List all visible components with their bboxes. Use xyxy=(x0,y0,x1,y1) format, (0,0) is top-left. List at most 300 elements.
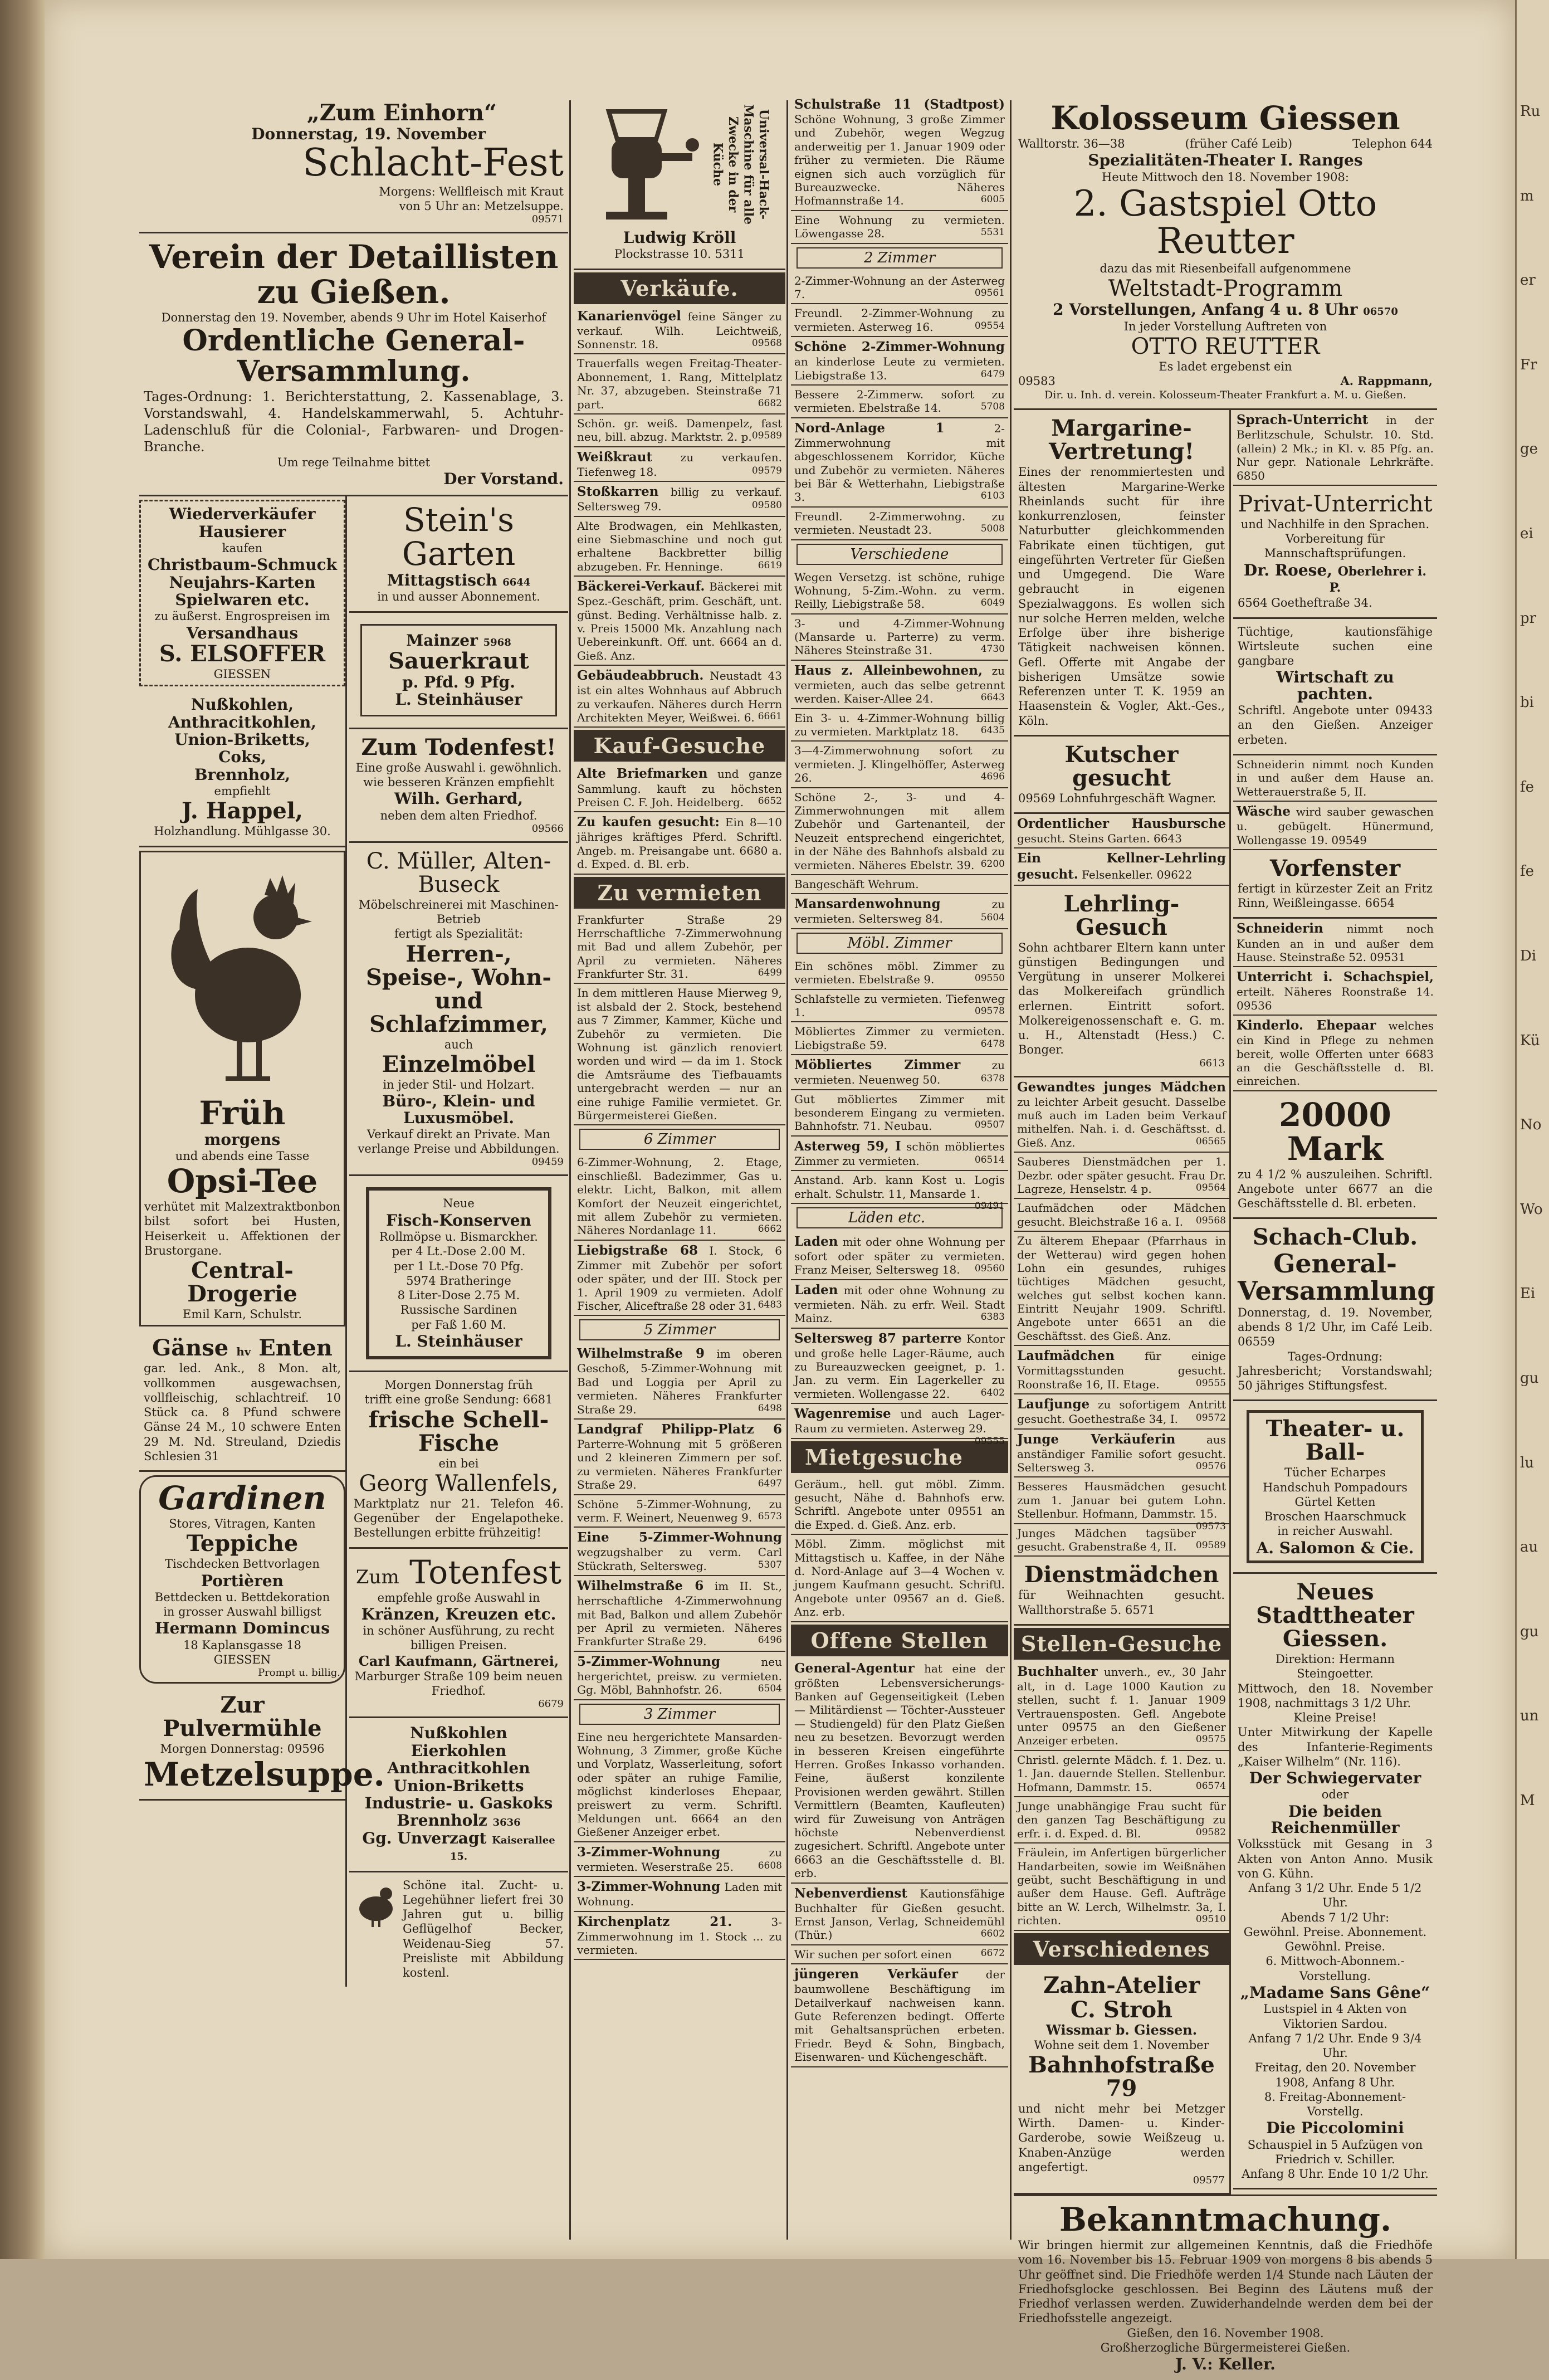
classified-item xyxy=(1014,1477,1229,1532)
ad-lehrling xyxy=(1014,886,1229,1077)
ad-text: Direktion: Hermann Steingoetter. xyxy=(1275,1652,1395,1681)
column-2 xyxy=(574,95,785,2251)
ad-city: GIESSEN xyxy=(213,1653,271,1667)
classified-keyword: Haus z. Alleinbewohnen, xyxy=(794,662,983,678)
classified-item xyxy=(791,1280,1008,1329)
classified-code: 6049 xyxy=(980,597,1005,609)
ad-code: 6644 xyxy=(502,576,531,588)
classified-text: Bangeschäft Wehrum. xyxy=(794,877,919,891)
ad-text: Tücher Echarpes xyxy=(1284,1466,1386,1480)
ad-text: auch xyxy=(444,1037,473,1051)
ad-title: Gänse xyxy=(152,1335,229,1362)
classified-code: 09560 xyxy=(974,1263,1005,1275)
ad-headline: frische Schell-Fische xyxy=(368,1406,549,1456)
ad-text: Schauspiel in 5 Aufzügen von Friedrich v. Schiller. xyxy=(1247,2138,1423,2166)
ad-text: oder xyxy=(1321,1788,1349,1802)
classified-text: und auch Lager-Raum zu vermieten. Asterweg 29. xyxy=(794,1407,1005,1436)
ad-body: Sohn achtbarer Eltern kann unter günstigen Bedingungen und Vergütung in unserer Molkerei das Molkereifach gründlich erlernen. Eintritt sofort. Molkereigenossenschaft e. G. m. u. H., Altenstadt (Hess.) C. Bonger. xyxy=(1018,940,1225,1057)
ad-text: Zum xyxy=(355,1565,399,1588)
classified-item xyxy=(574,764,785,812)
ad-text: Universal-Hack-Maschine für alle Zwecke in der Küche xyxy=(710,104,771,225)
classified-text: 2-Zimmerwohnung mit abgeschlossenem Korridor, Küche und Zubehör zu vermieten. Näheres bei Bär & Wetterhahn, Liebigstraße 3. xyxy=(794,421,1005,504)
ad-body: Tages-Ordnung: 1. Berichterstattung, 2. Kassenablage, 3. Vorstandswahl, 4. Handelskammerwahl, 5. Achtuhr-Ladenschluß für die Colonial-, Farbwaren- und Drogen-Branche. xyxy=(144,388,564,455)
next-page-edge xyxy=(1515,0,1549,2259)
classified-text: zu vermieten, auch das selbe getrennt werden. Kaiser-Allee 24. xyxy=(794,664,1005,706)
classified-code: 09554 xyxy=(974,320,1005,331)
classified-keyword: Sprach-Unterricht xyxy=(1237,412,1369,428)
classified-code: 09589 xyxy=(751,430,782,442)
classified-text: für einige Vormittagsstunden gesucht. Roonstraße 16, II. Etage. xyxy=(1017,1349,1226,1391)
ad-text: Schriftl. Angebote unter 09433 an den Gießen. Anzeiger erbeten. xyxy=(1238,704,1433,747)
classified-keyword: Alte Briefmarken xyxy=(577,766,708,782)
classified-keyword: Schöne 2-Zimmer-Wohnung xyxy=(794,339,1005,355)
ad-fisch-konserven xyxy=(349,1176,568,1372)
classified-item xyxy=(1233,1016,1437,1091)
classified-item xyxy=(574,306,785,355)
ad-code: 06570 xyxy=(1363,306,1398,318)
classified-text: Junges Mädchen tagsüber gesucht. Grabenstraße 4, II. xyxy=(1017,1526,1196,1553)
classified-keyword: Wäsche xyxy=(1237,804,1291,820)
ad-sauerkraut xyxy=(349,613,568,729)
classified-text: hat eine der größten Lebensversicherungs-Banken auf Gegenseitigkeit (Leben — Militärdienst — Töchter-Aussteuer — Studiengeld) für den Platz Gießen neu zu besetzen. Bevorzugt werden in besseren Kreisen eingeführte Herren. Großes Inkasso vorhanden. Feine, äußerst konzilente Provisionen werden gewährt. Stillen Vermittlern (Beamten, Kaufleuten) wird für Zuweisung von Anträgen höchste Nebenverdienst zugesichert. Schriftl. Angebote unter 6663 an die Geschäftsstelle d. Bl. erb. xyxy=(794,1661,1005,1880)
ad-code: 6681 xyxy=(522,1393,553,1407)
classified-item xyxy=(791,1090,1008,1137)
ad-text: Tages-Ordnung: xyxy=(1287,1349,1383,1363)
classified-text: Wegen Versetzg. ist schöne, ruhige Wohnung, 5-Zim.-Wohn. zu verm. Reilly, Liebigstraße 58. xyxy=(794,570,1005,611)
next-page-fragment: lu xyxy=(1520,1454,1535,1471)
ad-text: Kleine Preise! xyxy=(1293,1711,1377,1724)
classified-keyword: Wilhelmstraße 9 xyxy=(577,1346,705,1362)
classified-code: 6661 xyxy=(758,711,782,723)
classified-item xyxy=(791,1404,1008,1447)
classified-code: 6619 xyxy=(758,559,782,571)
ad-code: 09577 xyxy=(1193,2174,1225,2187)
classified-item xyxy=(574,812,785,874)
classified-item xyxy=(791,1535,1008,1622)
ad-theater-ball xyxy=(1233,1401,1437,1574)
classified-keyword: Gewandtes junges Mädchen xyxy=(1017,1079,1226,1095)
classified-text: an kinderlose Leute zu vermieten. Liebigstraße 13. xyxy=(794,355,1005,382)
next-page-fragment: Ru xyxy=(1520,103,1541,120)
ad-text: Tüchtige, kautionsfähige Wirtsleute suchen eine gangbare xyxy=(1238,625,1433,668)
classified-item xyxy=(574,1842,785,1877)
ad-price: 8 Liter-Dose 2.75 M. xyxy=(397,1289,520,1303)
ad-name: S. ELSOFFER xyxy=(159,640,326,667)
subsection-box: Möbl. Zimmer xyxy=(797,933,1003,954)
ad-text: Oberlehrer i. P. xyxy=(1329,564,1427,596)
ad-headline: Sauerkraut xyxy=(388,647,529,674)
classified-item xyxy=(791,272,1008,305)
subsection-box: 5 Zimmer xyxy=(579,1319,780,1340)
ad-code: 09596 xyxy=(287,1742,325,1756)
ad-code: 5311 xyxy=(715,247,745,261)
classified-list xyxy=(791,272,1008,540)
classified-item xyxy=(1233,802,1437,850)
classified-code: 09573 xyxy=(1195,1520,1226,1532)
ad-headline: Der Schwiegervater xyxy=(1249,1769,1421,1787)
column-1 xyxy=(139,95,568,2251)
ad-headline: Schlacht-Fest xyxy=(302,141,564,186)
ad-text: Eierkohlen xyxy=(411,1741,507,1760)
ad-text: Nußkohlen xyxy=(410,1724,507,1743)
classified-item xyxy=(791,304,1008,337)
classified-item xyxy=(574,1495,785,1528)
ad-subtitle: Stores, Vitragen, Kanten xyxy=(169,1517,316,1530)
ad-20000-mark xyxy=(1233,1091,1437,1220)
classified-item xyxy=(1014,1662,1229,1751)
ad-text: Lustspiel in 4 Akten von Viktorien Sardou. xyxy=(1263,2002,1407,2031)
ad-text: Anfang 3 1/2 Uhr. Ende 5 1/2 Uhr. xyxy=(1248,1881,1422,1910)
classified-list xyxy=(791,1659,1008,2067)
classified-keyword: General-Agentur xyxy=(794,1660,915,1676)
classified-text: Ein 8—10 jähriges kräftiges Pferd. Schriftl. Angeb. m. Preisangabe unt. 6680 a. d. Exped. d. Bl. erb. xyxy=(577,816,782,871)
ad-text: ein bei xyxy=(438,1456,479,1470)
classified-keyword: Gebäudeabbruch. xyxy=(577,668,704,684)
classified-item xyxy=(791,742,1008,788)
ad-address: Holzhandlung. Mühlgasse 30. xyxy=(154,825,331,838)
ad-city: GIESSEN xyxy=(213,667,271,681)
section-header-stellengesuche: Stellen-Gesuche xyxy=(1014,1628,1229,1660)
classified-text: Alte Brodwagen, ein Mehlkasten, eine Siebmaschine und noch gut erhaltene Backbretter billig abzugeben. Fr. Henninge. xyxy=(577,519,782,573)
classified-item xyxy=(1233,755,1437,802)
classified-code: 6643 xyxy=(980,692,1005,704)
classified-keyword: Landgraf Philipp-Platz 6 xyxy=(577,1421,782,1437)
classified-code: 6496 xyxy=(758,1635,782,1646)
column-3 xyxy=(791,95,1008,2251)
classified-keyword: Schneiderin xyxy=(1237,921,1323,937)
ad-headline: Die beiden Reichenmüller xyxy=(1271,1802,1400,1837)
classified-keyword: Junge Verkäuferin xyxy=(1017,1431,1176,1447)
classified-item xyxy=(574,1652,785,1700)
ad-title: Kolosseum Giessen xyxy=(1050,99,1400,137)
classified-item xyxy=(1014,1394,1229,1429)
ad-body: verhütet mit Malzextraktbonbon bilst sofort bei Husten, Heiserkeit u. Affektionen der Brustorgane. xyxy=(144,1200,340,1257)
classified-item xyxy=(1014,1077,1229,1153)
classified-list xyxy=(574,911,785,1126)
ad-body: fertigt in kürzester Zeit an Fritz Rinn, Weißleingasse. xyxy=(1238,881,1433,910)
ad-text: Neujahrs-Karten xyxy=(169,573,316,592)
classified-keyword: Ein Kellner-Lehrling gesucht. xyxy=(1017,851,1226,882)
ad-title: Stein's Garten xyxy=(402,501,516,573)
ad-headline: Ordentliche General-Versammlung. xyxy=(182,324,525,388)
classified-code: 6383 xyxy=(980,1311,1005,1323)
ad-right-stack xyxy=(347,496,568,1987)
classified-text: Schön. gr. weiß. Damenpelz, fast neu, bill. abzug. Marktstr. 2. p. xyxy=(577,417,782,444)
ad-title: Margarine-Vertretung! xyxy=(1048,415,1195,465)
next-page-fragment: fe xyxy=(1520,778,1535,796)
classified-keyword: 3-Zimmer-Wohnung xyxy=(577,1879,721,1895)
classified-text: zu verkaufen. Tiefenweg 18. xyxy=(577,450,782,479)
classified-item xyxy=(791,1329,1008,1404)
classified-text: Laden mit Wohnung. xyxy=(577,1880,782,1909)
ad-text: 8. Freitag-Abonnement-Vorstellg. xyxy=(1264,2090,1406,2119)
column-rule xyxy=(1010,100,1012,2240)
classified-item xyxy=(791,95,1008,211)
classified-text: unverh., ev., 30 Jahr alt, in d. Lage 1000 Kaution zu stellen, sucht f. 1. Januar 1909 Vertrauensposten. Gefl. Angebote unter 09575 an den Gießener Anzeiger erbeten. xyxy=(1017,1665,1226,1748)
ad-title: Gardinen xyxy=(158,1479,326,1518)
classified-text: zu sofortigem Antritt gesucht. Goethestraße 34, I. xyxy=(1017,1398,1227,1426)
classified-list xyxy=(1014,1662,1229,1931)
classified-text: billig zu verkauf. Seltersweg 79. xyxy=(577,485,783,514)
ad-text: Bettdecken u. Bettdekoration xyxy=(154,1590,330,1604)
subsection-box: 2 Zimmer xyxy=(797,247,1003,269)
classified-code: 6497 xyxy=(758,1478,782,1490)
ad-text: zu äußerst. Engrospreisen im xyxy=(154,609,330,623)
classified-item xyxy=(1233,919,1437,967)
ad-code: 09571 xyxy=(531,213,564,226)
ad-address: 18 Kaplansgasse 18 xyxy=(183,1638,301,1652)
next-page-fragment: Fr xyxy=(1520,356,1537,373)
next-page-fragment: M xyxy=(1520,1792,1535,1809)
classified-list xyxy=(791,568,1008,929)
ad-text: Abends 7 1/2 Uhr: xyxy=(1281,1910,1390,1924)
ad-text: Christbaum-Schmuck xyxy=(147,555,338,574)
ad-title: „Zum Einhorn“ xyxy=(306,100,497,126)
classified-text: Fräulein, im Anfertigen bürgerlicher Handarbeiten, sowie im Weißnähen geübt, sucht Beschäftigung in und außer dem Hause. Gefl. Aufträge bitte an W. Lerch, Wilhelmstr. 3a, I. richten. xyxy=(1017,1846,1226,1928)
ad-kolosseum xyxy=(1014,95,1437,410)
classified-item xyxy=(1014,1430,1229,1478)
classified-item xyxy=(574,1344,785,1420)
classified-text: Schöne 5-Zimmer-Wohnung, zu verm. F. Weinert, Neuenweg 9. xyxy=(577,1497,782,1524)
ad-text: Anthracitkohlen xyxy=(387,1759,530,1778)
classified-item xyxy=(574,1241,785,1316)
ad-subtitle: Möbelschreinerei mit Maschinen-Betrieb xyxy=(359,898,559,926)
classified-text: In dem mittleren Hause Mierweg 9, ist alsbald der 2. Stock, bestehend aus 7 Zimmer, Kammer, Küche und Zubehör zu vermieten. Die Wohnung ist gänzlich renoviert worden und wird — da im 1. Stock die Amtsräume des Tiefbauamts untergebracht werden — nur an eine ruhige Familie vermietet. Gr. Bürgermeisterei Gießen. xyxy=(577,986,782,1122)
classified-item xyxy=(574,1912,785,1960)
ad-wirtschaft xyxy=(1233,619,1437,755)
ad-body: und nicht mehr bei Metzger Wirth. Damen- u. Kinder-Garderobe, sowie Weißzeug u. Knaben-Anzüge werden angefertigt. xyxy=(1018,2101,1225,2174)
ad-text: Volksstück mit Gesang in 3 Akten von Anton Anno. Musik von G. Kühn. xyxy=(1238,1837,1433,1880)
ad-text: Anthracitkohlen, xyxy=(168,713,316,731)
rooster-illustration xyxy=(159,856,326,1095)
classified-text: 3-Zimmerwohnung im 1. Stock ... zu vermieten. xyxy=(577,1915,783,1957)
classified-code: 09491 xyxy=(974,1200,1005,1212)
ad-name: Wilh. Gerhard, xyxy=(394,789,524,808)
classified-code: 6103 xyxy=(980,490,1005,502)
subsection-box: Läden etc. xyxy=(797,1207,1003,1228)
classified-text: 6-Zimmer-Wohnung, 2. Etage, einschließl. Badezimmer, Gas u. elektr. Licht, Balkon, mit allem Komfort der Neuzeit eingerichtet, mit allem Zubehör zu vermieten. Näheres Nordanlage 11. xyxy=(577,1155,782,1237)
classified-item xyxy=(1014,1153,1229,1199)
ad-text: Tischdecken Bettvorlagen xyxy=(165,1557,320,1571)
next-page-fragment: fe xyxy=(1520,863,1535,880)
classified-item xyxy=(1014,1199,1229,1232)
ad-mueller xyxy=(349,843,568,1177)
classified-text: wird sauber gewaschen u. gebügelt. Hünermund, Wollengasse 19. xyxy=(1237,805,1434,847)
ad-text: morgens xyxy=(204,1130,281,1149)
classified-text: I. Stock, 6 Zimmer mit Zubehör per sofort oder später, und der III. Stock per 1. April 1909 zu vermieten. Adolf Fischer, Aliceftraße 28 oder 31. xyxy=(577,1243,782,1313)
classified-text: Wir suchen per sofort einen xyxy=(794,1947,952,1961)
ad-title: Verein der Detaillisten xyxy=(149,238,559,276)
classified-code: 6608 xyxy=(758,1860,782,1871)
ad-text: trifft eine große Sendung: xyxy=(364,1393,520,1407)
meat-grinder-illustration xyxy=(578,100,706,228)
classified-code: 09550 xyxy=(974,973,1005,984)
ad-text: Versandhaus xyxy=(186,623,299,642)
classified-code: 5531 xyxy=(980,227,1005,238)
classified-item xyxy=(574,1877,785,1911)
classified-keyword: Kinderlo. Ehepaar xyxy=(1237,1018,1376,1033)
classified-code: 5604 xyxy=(980,912,1005,924)
next-page-fragment: Ei xyxy=(1520,1285,1536,1303)
classified-code: 6402 xyxy=(980,1387,1005,1398)
ad-text: Hausierer xyxy=(198,522,286,541)
classified-item xyxy=(791,990,1008,1023)
classified-text: nimmt noch Kunden an in und außer dem Hause. Steinstraße 52. xyxy=(1237,922,1434,964)
ad-body: Eine große Auswahl i. gewöhnlich. wie besseren Kränzen empfiehlt xyxy=(355,760,562,789)
section-header-offene-stellen: Offene Stellen xyxy=(791,1625,1008,1656)
ad-headline: Fisch-Konserven xyxy=(386,1211,531,1230)
classified-text: Christl. gelernte Mädch. f. 1. Dez. u. 1. Jan. dauernde Stellen. Stellenbur. Hofmann, Dammstr. 15. xyxy=(1017,1753,1226,1794)
ad-name: Ludwig Kröll xyxy=(623,228,736,247)
classified-item xyxy=(791,894,1008,929)
ad-name: C. Stroh xyxy=(1070,1996,1173,2023)
ad-headline: Metzelsuppe. xyxy=(144,1755,385,1793)
classified-code: 6378 xyxy=(980,1073,1005,1085)
ad-title: Lehrling-Gesuch xyxy=(1063,890,1180,940)
ad-city: Wissmar b. Giessen. xyxy=(1045,2021,1198,2038)
classified-code: 09549 xyxy=(1331,833,1367,847)
ad-text: Morgen Donnerstag früh xyxy=(384,1378,533,1392)
classified-keyword: 5-Zimmer-Wohnung xyxy=(577,1654,721,1669)
column-rule xyxy=(569,100,571,2240)
classified-item xyxy=(574,482,785,516)
ad-text: in jeder Stil- und Holzart. xyxy=(383,1077,535,1091)
classified-code: 09582 xyxy=(1195,1826,1226,1838)
ad-text: Anfang 8 Uhr. Ende 10 1/2 Uhr. xyxy=(1242,2167,1429,2181)
classified-text: Junge unabhängige Frau sucht für den ganzen Tag Beschäftigung zu erfr. i. d. Exped. d. Bl. xyxy=(1017,1799,1226,1840)
ad-frame xyxy=(366,1187,551,1359)
ad-text: Russische Sardinen xyxy=(400,1303,517,1317)
ad-code: 3636 xyxy=(492,1817,521,1829)
classified-text: Eine neu hergerichtete Mansarden-Wohnung, 3 Zimmer, große Küche und Vorplatz, Wasserleitung, sofort oder später an ruhige Familie, möglichst kinderloses Ehepaar, preiswert zu verm. Schriftl. Meldungen unt. 6664 an den Gießener Anzeiger erbet. xyxy=(577,1730,782,1839)
classified-text: Schneiderin nimmt noch Kunden in und außer dem Hause an. Wetterauerstraße 5, II. xyxy=(1237,757,1434,798)
classified-code: 5307 xyxy=(758,1559,782,1571)
classified-text: welches ein Kind in Pflege zu nehmen bereit, wolle Offerten unter 6683 an die Geschäftsstelle d. Bl. einreichen. xyxy=(1237,1019,1434,1088)
classified-keyword: Bäckerei-Verkauf. xyxy=(577,579,705,594)
hen-illustration xyxy=(354,1878,398,1928)
classified-text: feine Sänger zu verkauf. Wilh. Leichtweiß, Sonnenstr. 18. xyxy=(577,309,782,352)
ad-code: 6613 xyxy=(1199,1057,1225,1069)
ad-body: in schöner Ausführung, zu recht billigen Preisen. xyxy=(363,1624,555,1652)
ad-address: neben dem alten Friedhof. xyxy=(380,808,537,822)
section-header-kaufgesuche: Kauf-Gesuche xyxy=(574,730,785,762)
ad-gaense xyxy=(139,1330,345,1472)
ad-totenfest xyxy=(349,729,568,843)
ad-text: 2 Vorstellungen, Anfang 4 u. 8 Uhr xyxy=(1053,300,1358,319)
classified-keyword: Eine 5-Zimmer-Wohnung xyxy=(577,1530,782,1545)
classified-keyword: Kanarienvögel xyxy=(577,308,681,324)
ad-einhorn xyxy=(139,95,568,233)
ad-brand: Opsi-Tee xyxy=(167,1162,318,1201)
ad-text: Es ladet ergebenst ein xyxy=(1159,360,1292,374)
ad-signer: Der Vorstand. xyxy=(443,469,564,488)
ad-bekanntmachung xyxy=(1014,2194,1437,2380)
ad-text: dazu das mit Riesenbeifall aufgenommene xyxy=(1100,262,1351,276)
classified-code: 09576 xyxy=(1195,1460,1226,1472)
classified-item xyxy=(791,1232,1008,1280)
section-header-mietgesuche: Mietgesuche xyxy=(791,1441,1008,1473)
ad-code: 5974 xyxy=(406,1274,436,1287)
ad-body: zu 4 1/2 % auszuleihen. Schriftl. Angebote unter 6677 an die Geschäftsstelle d. Bl. erbeten. xyxy=(1238,1167,1433,1211)
ad-code: 5968 xyxy=(483,636,511,648)
classified-text: 3—4-Zimmerwohnung sofort zu vermieten. J. Klingelhöffer, Asterweg 26. xyxy=(794,744,1005,785)
classified-code: 6483 xyxy=(758,1299,782,1310)
classified-item xyxy=(574,1728,785,1842)
classified-text: Schöne 2-, 3- und 4-Zimmerwohnungen mit allem Zubehör und Gartenanteil, der Neuzeit entsprechend eingerichtet, in der Nähe des Bahnhofs alsbald zu vermieten. Näheres Ebelstr. 39. xyxy=(794,790,1005,872)
classified-code: 4696 xyxy=(980,771,1005,783)
ad-text: hv xyxy=(236,1345,251,1359)
classified-code: 6662 xyxy=(758,1223,782,1235)
classified-keyword: Seltersweg 87 parterre xyxy=(794,1330,962,1346)
classified-list xyxy=(791,957,1008,1212)
ad-title: Enten xyxy=(258,1335,333,1362)
classified-code: 6498 xyxy=(758,1402,782,1414)
ad-name: Georg Wallenfels, xyxy=(359,1470,559,1496)
ad-margarine xyxy=(1014,410,1229,737)
classified-text: 3- und 4-Zimmer-Wohnung (Mansarde u. Parterre) zu verm. Näheres Steinstraße 31. xyxy=(794,616,1005,657)
next-page-fragment: gu xyxy=(1520,1623,1539,1640)
classified-item xyxy=(791,875,1008,894)
ad-body: Eines der renommiertesten und ältesten Margarine-Werke Rheinlands sucht für ihre konkurrenzlosen, feinster Naturbutter gleichkommenden Fabrikate einen tüchtigen, gut eingeführten Vertreter für Gießen und Umgegend. Die Ware gebraucht in eigenen Spezialwaggons. Es wollen sich nur solche Herren melden, welche Erfolge über ihre bisherige Tätigkeit nachweisen können. Gefl. Offerte mit Angabe der bisherigen Umsätze sowie Referenzen unter T. K. 1959 an Haasenstein & Vogler, Akt.-Ges., Köln. xyxy=(1018,465,1225,728)
classified-text: Felsenkeller. xyxy=(1082,867,1154,881)
classified-item xyxy=(791,568,1008,614)
ad-happel xyxy=(139,690,345,847)
ad-body: Marktplatz nur 21. Telefon 46. Gegenüber der Engelapotheke. Bestellungen erbitte frühzeitig! xyxy=(354,1496,564,1540)
classified-text: Ein schönes möbl. Zimmer zu vermieten. Ebelstraße 9. xyxy=(794,959,1005,987)
classified-item xyxy=(1233,967,1437,1016)
ad-pulvermuehle xyxy=(139,1687,385,1801)
classified-text: Eine Wohnung zu vermieten. Löwengasse 28. xyxy=(794,213,1005,241)
ad-name: A. Salomon & Cie. xyxy=(1256,1538,1414,1557)
classified-text: Schöne Wohnung, 3 große Zimmer und Zubehör, wegen Wegzug anderweitig per 1. Januar 1909 oder früher zu vermieten. Die Räume eignen sich auch vorzüglich für Bureauzwecke. Näheres Hofmannstraße 14. xyxy=(794,113,1005,208)
classified-text: Parterre-Wohnung mit 5 größeren und 2 kleineren Zimmern per sof. zu vermieten. Näheres Frankfurter Straße 29. xyxy=(577,1437,782,1492)
ad-dienstmaedchen xyxy=(1014,1557,1229,1626)
ad-title: Privat-Unterricht xyxy=(1238,491,1433,517)
ad-name: Hermann Domincus xyxy=(154,1619,330,1638)
classified-code: 5008 xyxy=(980,523,1005,535)
ad-text: Union-Briketts xyxy=(393,1776,524,1795)
ad-date: Donnerstag, d. 19. November, abends 8 1/2 Uhr, im Café Leib. xyxy=(1238,1305,1433,1334)
classified-code: 06574 xyxy=(1195,1780,1226,1792)
classified-code: 4730 xyxy=(980,643,1005,655)
ad-name: Carl Kaufmann, Gärtnerei, xyxy=(358,1652,559,1669)
next-page-fragment: m xyxy=(1520,187,1534,204)
ad-name: L. Steinhäuser xyxy=(395,1332,522,1350)
section-header-verschiedenes: Verschiedenes xyxy=(1014,1933,1229,1965)
ad-price: per 4 Lt.-Dose 2.00 M. xyxy=(392,1245,526,1259)
classified-text: zu vermieten. Neuenweg 50. xyxy=(794,1059,1005,1087)
classified-text: mit oder ohne Wohnung zu vermieten. Näh. zu erfr. Weil. Stadt Mainz. xyxy=(794,1283,1005,1325)
classified-keyword: Weißkraut xyxy=(577,449,653,465)
classified-item xyxy=(574,447,785,482)
classified-list xyxy=(574,1344,785,1700)
ad-text: Früh xyxy=(199,1094,286,1132)
classified-list xyxy=(791,1475,1008,1622)
classified-list xyxy=(574,764,785,874)
next-page-fragment: Di xyxy=(1520,947,1537,964)
ad-headline: Weltstadt-Programm xyxy=(1108,276,1343,302)
classified-code: 09561 xyxy=(974,287,1005,299)
ad-text: in und ausser Abonnement. xyxy=(377,590,540,604)
classified-code: 09531 xyxy=(1370,950,1406,964)
classified-code: 09507 xyxy=(974,1119,1005,1131)
classified-text: Trauerfalls wegen Freitag-Theater-Abonnement, 1. Rang, Mittelplatz Nr. 37, abzugeben. Steinstraße 71 part. xyxy=(577,357,782,411)
ad-code: 6654 xyxy=(1365,896,1395,910)
classified-text: Möbliertes Zimmer zu vermieten. Liebigstraße 59. xyxy=(794,1025,1005,1052)
next-page-fragment: ge xyxy=(1520,441,1538,458)
classified-item xyxy=(791,337,1008,386)
ad-verein xyxy=(139,233,568,496)
